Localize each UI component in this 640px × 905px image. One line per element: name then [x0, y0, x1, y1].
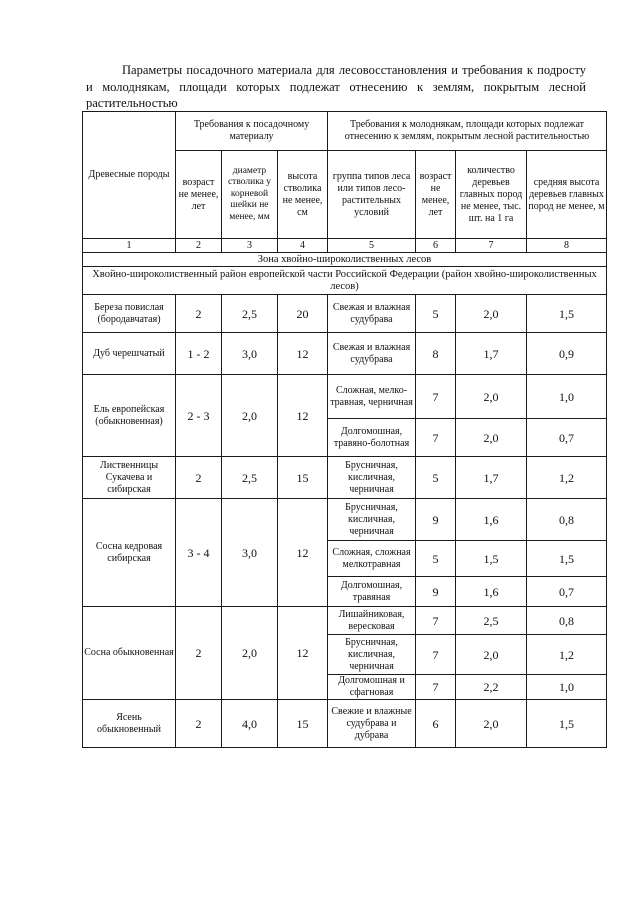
young-age-cell: 9 [416, 499, 456, 541]
height-cell: 12 [278, 499, 328, 607]
avg-height-cell: 1,2 [527, 457, 607, 499]
table-row [83, 333, 607, 375]
column-number: 4 [278, 239, 328, 253]
avg-height-cell: 1,0 [527, 675, 607, 700]
header-planting-group: Требования к посадочному материалу [176, 112, 328, 151]
diameter-cell: 2,5 [222, 295, 278, 333]
planting-age-cell: 2 [176, 295, 222, 333]
zone-row: Зона хвойно-широколиственных лесов [83, 253, 607, 267]
species-cell: Лиственницы Сукачева и сибирская [83, 457, 176, 499]
header-height: высота стволика не менее, см [278, 151, 328, 239]
avg-height-cell: 1,5 [527, 700, 607, 748]
species-cell: Ясень обыкновенный [83, 700, 176, 748]
diameter-cell: 3,0 [222, 333, 278, 375]
forest-type-cell: Долгомошная и сфагновая [328, 675, 416, 700]
region-row: Хвойно-широколиственный район европейской части Российской Федерации (район хвойно-широколиственных лесов) [83, 267, 607, 295]
header-diameter: диаметр стволика у корневой шейки не менее, мм [222, 151, 278, 239]
table-row [83, 375, 607, 419]
column-number: 8 [527, 239, 607, 253]
avg-height-cell: 0,8 [527, 607, 607, 635]
forest-type-cell: Долгомошная, травяно-болотная [328, 419, 416, 457]
diameter-cell: 2,5 [222, 457, 278, 499]
height-cell: 15 [278, 457, 328, 499]
forest-type-cell: Свежие и влажные судубрава и дубрава [328, 700, 416, 748]
young-age-cell: 6 [416, 700, 456, 748]
header-young-group: Требования к молоднякам, площади которых подлежат отнесению к землям, покрытым лесной растительностью [328, 112, 607, 151]
header-count: количество деревьев главных пород не менее, тыс. шт. на 1 га [456, 151, 527, 239]
planting-age-cell: 2 [176, 607, 222, 700]
tree-count-cell: 2,0 [456, 635, 527, 675]
young-age-cell: 9 [416, 577, 456, 607]
tree-count-cell: 1,7 [456, 457, 527, 499]
tree-count-cell: 1,5 [456, 541, 527, 577]
column-number: 3 [222, 239, 278, 253]
tree-count-cell: 2,0 [456, 375, 527, 419]
height-cell: 20 [278, 295, 328, 333]
forest-type-cell: Долгомошная, травяная [328, 577, 416, 607]
species-cell: Ель европейская (обыкновенная) [83, 375, 176, 457]
species-cell: Дуб черешчатый [83, 333, 176, 375]
young-age-cell: 7 [416, 607, 456, 635]
column-number: 5 [328, 239, 416, 253]
planting-age-cell: 3 - 4 [176, 499, 222, 607]
forest-type-cell: Лишайниковая, вересковая [328, 607, 416, 635]
forest-type-cell: Сложная, сложная мелкотравная [328, 541, 416, 577]
diameter-cell: 3,0 [222, 499, 278, 607]
young-age-cell: 5 [416, 295, 456, 333]
forest-type-cell: Свежая и влажная судубрава [328, 333, 416, 375]
young-age-cell: 7 [416, 675, 456, 700]
column-number: 2 [176, 239, 222, 253]
tree-count-cell: 1,6 [456, 577, 527, 607]
header-species: Древесные породы [83, 112, 176, 239]
avg-height-cell: 0,7 [527, 577, 607, 607]
tree-count-cell: 1,6 [456, 499, 527, 541]
column-number: 7 [456, 239, 527, 253]
tree-count-cell: 2,0 [456, 295, 527, 333]
young-age-cell: 7 [416, 375, 456, 419]
tree-count-cell: 2,0 [456, 700, 527, 748]
header-avg-height: средняя высота деревьев главных пород не менее, м [527, 151, 607, 239]
young-age-cell: 7 [416, 419, 456, 457]
young-age-cell: 5 [416, 541, 456, 577]
forest-type-cell: Сложная, мелко-травная, черничная [328, 375, 416, 419]
avg-height-cell: 1,2 [527, 635, 607, 675]
table-row [83, 700, 607, 748]
young-age-cell: 8 [416, 333, 456, 375]
tree-count-cell: 2,0 [456, 419, 527, 457]
avg-height-cell: 1,0 [527, 375, 607, 419]
planting-age-cell: 1 - 2 [176, 333, 222, 375]
tree-count-cell: 2,2 [456, 675, 527, 700]
planting-requirements-table [82, 111, 607, 748]
column-number: 6 [416, 239, 456, 253]
diameter-cell: 4,0 [222, 700, 278, 748]
forest-type-cell: Брусничная, кисличная, черничная [328, 499, 416, 541]
planting-age-cell: 2 - 3 [176, 375, 222, 457]
column-number: 1 [83, 239, 176, 253]
tree-count-cell: 1,7 [456, 333, 527, 375]
header-forest-type: группа типов леса или типов лесо-растительных условий [328, 151, 416, 239]
avg-height-cell: 1,5 [527, 295, 607, 333]
young-age-cell: 7 [416, 635, 456, 675]
tree-count-cell: 2,5 [456, 607, 527, 635]
forest-type-cell: Брусничная, кисличная, черничная [328, 635, 416, 675]
header-young-age: возраст не менее, лет [416, 151, 456, 239]
height-cell: 15 [278, 700, 328, 748]
forest-type-cell: Брусничная, кисличная, черничная [328, 457, 416, 499]
diameter-cell: 2,0 [222, 375, 278, 457]
young-age-cell: 5 [416, 457, 456, 499]
planting-age-cell: 2 [176, 457, 222, 499]
species-cell: Сосна кедровая сибирская [83, 499, 176, 607]
height-cell: 12 [278, 375, 328, 457]
avg-height-cell: 0,7 [527, 419, 607, 457]
species-cell: Сосна обыкновенная [83, 607, 176, 700]
height-cell: 12 [278, 607, 328, 700]
avg-height-cell: 0,8 [527, 499, 607, 541]
forest-type-cell: Свежая и влажная судубрава [328, 295, 416, 333]
table-row [83, 295, 607, 333]
table-row [83, 457, 607, 499]
planting-age-cell: 2 [176, 700, 222, 748]
table-row [83, 499, 607, 541]
document-heading: Параметры посадочного материала для лесовосстановления и требования к подросту и молоднякам, площади которых подлежат отнесению к землям, покрытым лесной растительностью [86, 63, 586, 110]
avg-height-cell: 0,9 [527, 333, 607, 375]
header-age: возраст не менее, лет [176, 151, 222, 239]
height-cell: 12 [278, 333, 328, 375]
diameter-cell: 2,0 [222, 607, 278, 700]
species-cell: Береза повислая (бородавчатая) [83, 295, 176, 333]
table-row [83, 607, 607, 635]
avg-height-cell: 1,5 [527, 541, 607, 577]
